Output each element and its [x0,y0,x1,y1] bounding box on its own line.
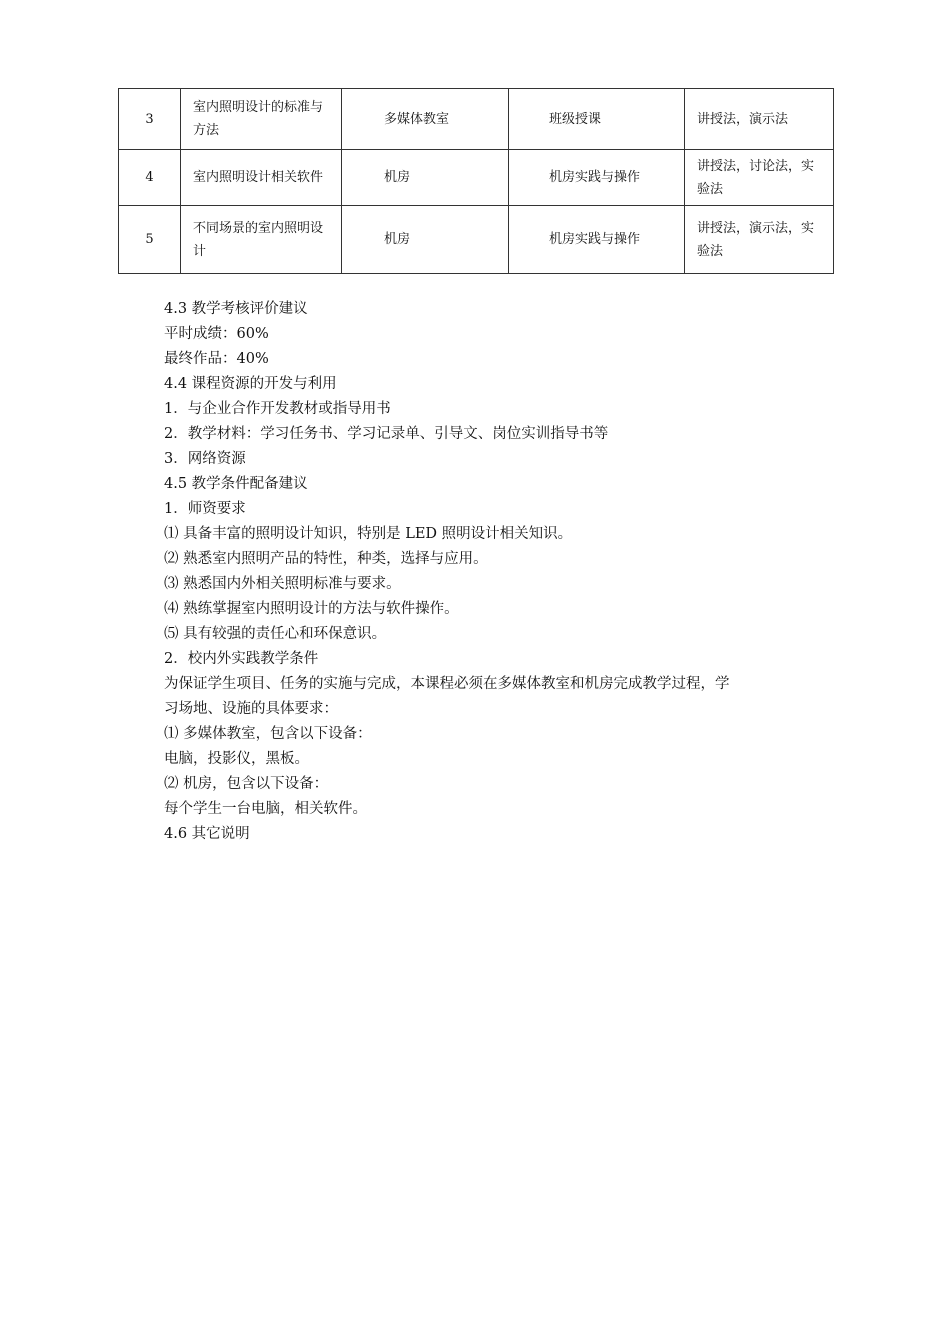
paragraph-line: 习场地、设施的具体要求： [164,701,338,717]
teaching-method: 讲授法，演示法，实验法 [685,206,834,274]
teaching-form: 机房实践与操作 [509,150,685,206]
list-item: ⑴ 多媒体教室，包含以下设备： [164,726,372,742]
teaching-place: 机房 [342,150,509,206]
paragraph-line: 为保证学生项目、任务的实施与完成，本课程必须在多媒体教室和机房完成教学过程，学 [164,676,730,692]
teaching-form: 班级授课 [509,89,685,150]
list-item: ⑶ 熟悉国内外相关照明标准与要求。 [164,576,401,592]
teaching-method: 讲授法，演示法 [685,89,834,150]
equipment-detail: 电脑，投影仪，黑板。 [164,751,309,767]
teaching-method: 讲授法，讨论法，实验法 [685,150,834,206]
document-body [164,297,834,847]
list-item: ⑴ 具备丰富的照明设计知识，特别是 LED 照明设计相关知识。 [164,526,573,542]
section-heading-4-3: 4.3 教学考核评价建议 [164,301,308,317]
equipment-detail: 每个学生一台电脑，相关软件。 [164,801,367,817]
list-item: ⑵ 机房，包含以下设备： [164,776,329,792]
row-number: 4 [119,150,181,206]
section-heading-4-4: 4.4 课程资源的开发与利用 [164,376,337,392]
list-item: ⑵ 熟悉室内照明产品的特性，种类，选择与应用。 [164,551,488,567]
subheading-practice-conditions: 2．校内外实践教学条件 [164,651,319,667]
subheading-teacher-requirements: 1．师资要求 [164,501,246,517]
table-row [119,150,834,206]
list-item: 3．网络资源 [164,451,246,467]
row-number: 5 [119,206,181,274]
final-work-line: 最终作品：40% [164,351,269,367]
section-heading-4-6: 4.6 其它说明 [164,826,250,842]
teaching-content: 室内照明设计的标准与方法 [181,89,342,150]
regular-score-line: 平时成绩：60% [164,326,269,342]
table-row [119,206,834,274]
teaching-content: 室内照明设计相关软件 [181,150,342,206]
row-number: 3 [119,89,181,150]
teaching-form: 机房实践与操作 [509,206,685,274]
list-item: ⑷ 熟练掌握室内照明设计的方法与软件操作。 [164,601,459,617]
section-heading-4-5: 4.5 教学条件配备建议 [164,476,308,492]
teaching-place: 多媒体教室 [342,89,509,150]
table-row [119,89,834,150]
teaching-content: 不同场景的室内照明设计 [181,206,342,274]
list-item: 1．与企业合作开发教材或指导用书 [164,401,391,417]
teaching-arrangement-table [118,88,834,274]
list-item: ⑸ 具有较强的责任心和环保意识。 [164,626,387,642]
list-item: 2．教学材料：学习任务书、学习记录单、引导文、岗位实训指导书等 [164,426,609,442]
teaching-place: 机房 [342,206,509,274]
